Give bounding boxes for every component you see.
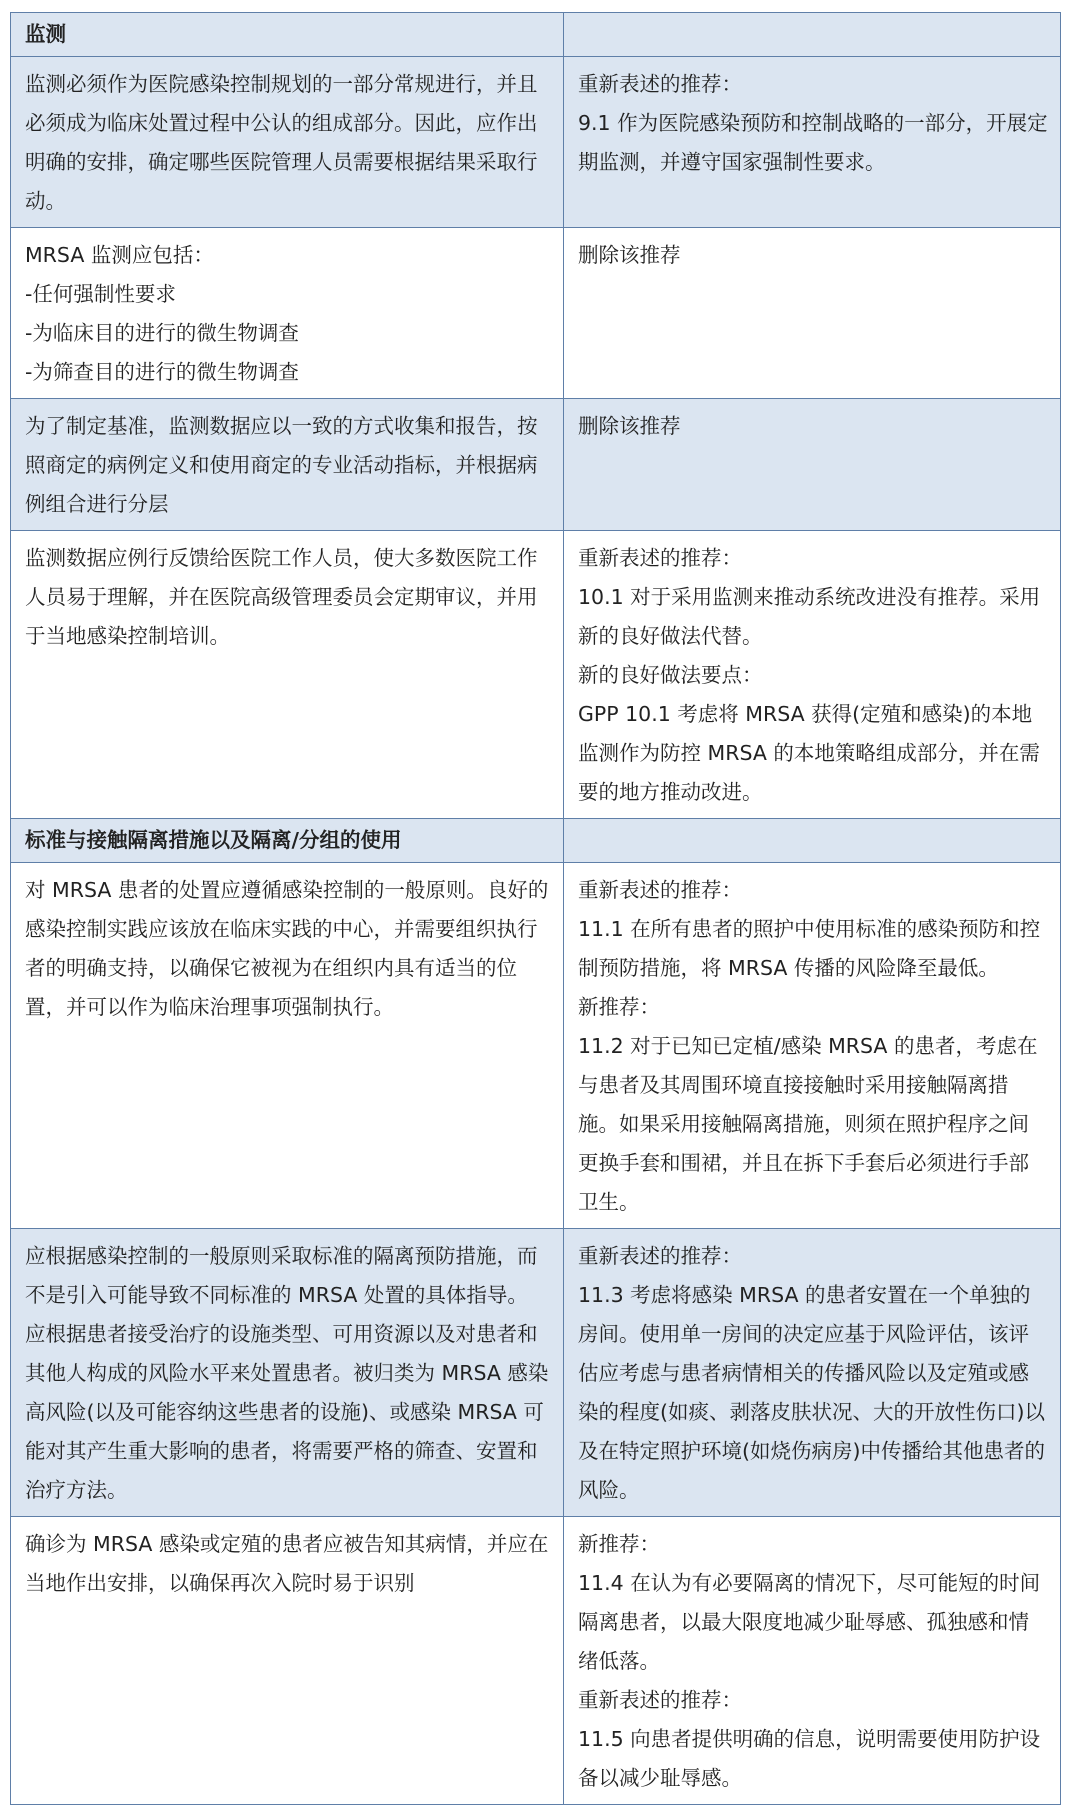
cell-text: 11.2 对于已知已定植/感染 MRSA 的患者，考虑在与患者及其周围环境直接接触时采用接触隔离措施。如果采用接触隔离措施，则须在照护程序之间更换手套和围裙，并且在拆下手套后必须进行手部卫生。 [578, 1034, 1038, 1214]
section-heading-row [11, 13, 1061, 57]
cell-text: 9.1 作为医院感染预防和控制战略的一部分，开展定期监测，并遵守国家强制性要求。 [578, 111, 1048, 174]
section-heading-empty [564, 13, 1061, 57]
table-row [11, 228, 1061, 399]
cell-text: 重新表述的推荐： [578, 1244, 742, 1268]
original-text-cell [11, 531, 564, 819]
table-row [11, 1229, 1061, 1517]
cell-text: 重新表述的推荐： [578, 878, 742, 902]
cell-text: 删除该推荐 [578, 243, 681, 267]
revision-cell [564, 1517, 1061, 1805]
cell-text: 11.1 在所有患者的照护中使用标准的感染预防和控制预防措施，将 MRSA 传播的风险降至最低。 [578, 917, 1041, 980]
table-row [11, 57, 1061, 228]
table-row [11, 863, 1061, 1229]
cell-text: -为临床目的进行的微生物调查 [25, 321, 299, 345]
cell-text: 重新表述的推荐： [578, 72, 742, 96]
table-row [11, 399, 1061, 531]
revision-cell [564, 228, 1061, 399]
original-text-cell [11, 399, 564, 531]
section-heading: 监测 [11, 13, 564, 57]
cell-text: 新的良好做法要点： [578, 663, 763, 687]
cell-text: 应根据患者接受治疗的设施类型、可用资源以及对患者和其他人构成的风险水平来处置患者。被归类为 MRSA 感染高风险(以及可能容纳这些患者的设施)、或感染 MRSA 可能对其产生重大影响的患者，将需要严格的筛查、安置和治疗方法。 [25, 1322, 549, 1502]
cell-text: 11.4 在认为有必要隔离的情况下，尽可能短的时间隔离患者，以最大限度地减少耻辱感、孤独感和情绪低落。 [578, 1571, 1041, 1673]
section-heading-row [11, 819, 1061, 863]
table-row [11, 531, 1061, 819]
cell-text: 确诊为 MRSA 感染或定殖的患者应被告知其病情，并应在当地作出安排，以确保再次入院时易于识别 [25, 1532, 549, 1595]
revision-cell [564, 863, 1061, 1229]
section-heading: 标准与接触隔离措施以及隔离/分组的使用 [11, 819, 564, 863]
cell-text: 新推荐： [578, 995, 660, 1019]
cell-text: 10.1 对于采用监测来推动系统改进没有推荐。采用新的良好做法代替。 [578, 585, 1041, 648]
cell-text: 重新表述的推荐： [578, 546, 742, 570]
cell-text: 新推荐： [578, 1532, 660, 1556]
cell-text: 监测数据应例行反馈给医院工作人员，使大多数医院工作人员易于理解，并在医院高级管理委员会定期审议，并用于当地感染控制培训。 [25, 546, 538, 648]
revision-cell [564, 57, 1061, 228]
cell-text: 11.3 考虑将感染 MRSA 的患者安置在一个单独的房间。使用单一房间的决定应基于风险评估，该评估应考虑与患者病情相关的传播风险以及定殖或感染的程度(如痰、剥落皮肤状况、大的开放性伤口)以及在特定照护环境(如烧伤病房)中传播给其他患者的风险。 [578, 1283, 1045, 1502]
section-heading-empty [564, 819, 1061, 863]
revision-cell [564, 399, 1061, 531]
original-text-cell [11, 863, 564, 1229]
cell-text: MRSA 监测应包括： [25, 243, 214, 267]
cell-text: 对 MRSA 患者的处置应遵循感染控制的一般原则。良好的感染控制实践应该放在临床实践的中心，并需要组织执行者的明确支持，以确保它被视为在组织内具有适当的位置，并可以作为临床治理事项强制执行。 [25, 878, 549, 1019]
cell-text: 监测必须作为医院感染控制规划的一部分常规进行，并且必须成为临床处置过程中公认的组成部分。因此，应作出明确的安排，确定哪些医院管理人员需要根据结果采取行动。 [25, 72, 538, 213]
revision-cell [564, 1229, 1061, 1517]
table-row [11, 1517, 1061, 1805]
original-text-cell [11, 57, 564, 228]
document [10, 12, 1060, 1805]
cell-text: -为筛查目的进行的微生物调查 [25, 360, 299, 384]
cell-text: GPP 10.1 考虑将 MRSA 获得(定殖和感染)的本地监测作为防控 MRSA 的本地策略组成部分，并在需要的地方推动改进。 [578, 702, 1040, 804]
original-text-cell [11, 228, 564, 399]
cell-text: 应根据感染控制的一般原则采取标准的隔离预防措施，而不是引入可能导致不同标准的 MRSA 处置的具体指导。 [25, 1244, 538, 1307]
revision-cell [564, 531, 1061, 819]
cell-text: 重新表述的推荐： [578, 1688, 742, 1712]
original-text-cell [11, 1229, 564, 1517]
cell-text: 删除该推荐 [578, 414, 681, 438]
cell-text: 为了制定基准，监测数据应以一致的方式收集和报告，按照商定的病例定义和使用商定的专业活动指标，并根据病例组合进行分层 [25, 414, 538, 516]
original-text-cell [11, 1517, 564, 1805]
cell-text: 11.5 向患者提供明确的信息，说明需要使用防护设备以减少耻辱感。 [578, 1727, 1041, 1790]
cell-text: -任何强制性要求 [25, 282, 176, 306]
recommendation-table [10, 12, 1061, 1805]
